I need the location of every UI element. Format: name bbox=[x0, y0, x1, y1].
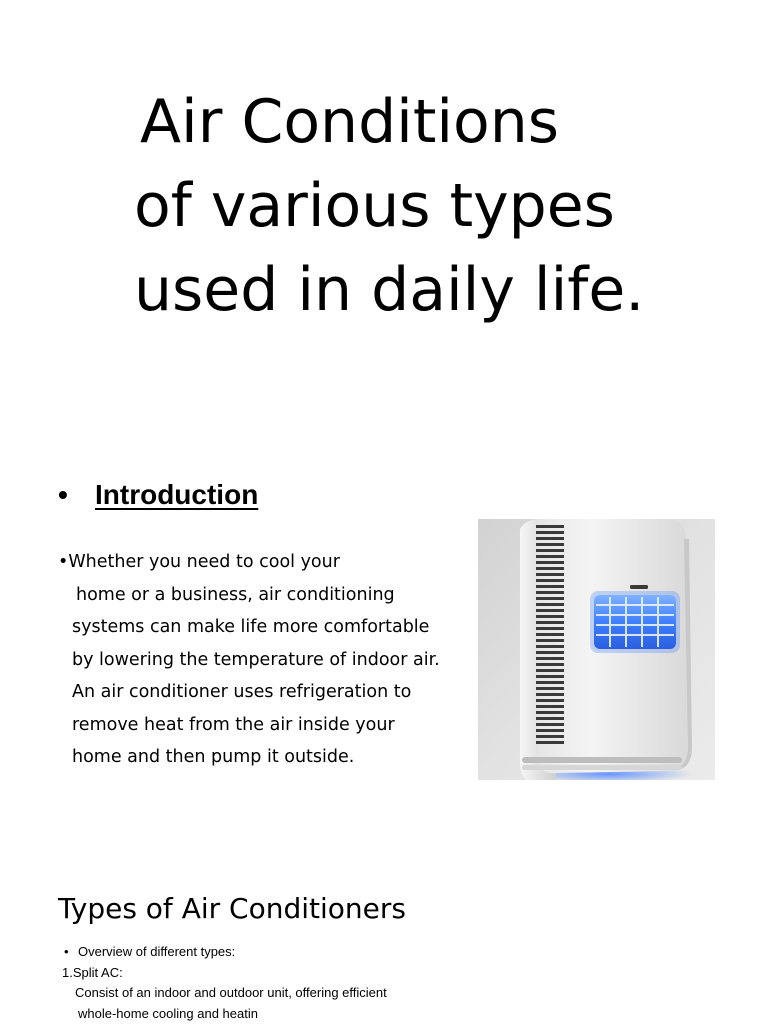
bullet-icon: • bbox=[58, 479, 68, 510]
page-title bbox=[0, 80, 768, 332]
overview-item bbox=[58, 942, 387, 963]
vent-slats bbox=[536, 525, 564, 744]
intro-line-7: home and then pump it outside. bbox=[72, 747, 355, 767]
introduction-heading bbox=[58, 476, 258, 514]
split-ac-description-line-1: Consist of an indoor and outdoor unit, offering efficient bbox=[75, 985, 387, 1000]
intro-line-1 bbox=[58, 546, 478, 579]
wall-mounted-air-conditioner-image bbox=[478, 519, 715, 780]
title-line-1: Air Conditions bbox=[140, 87, 560, 157]
title-line-2: of various types bbox=[134, 171, 615, 241]
split-ac-title: 1.Split AC: bbox=[62, 964, 123, 980]
intro-line-5: An air conditioner uses refrigeration to bbox=[72, 682, 412, 702]
intro-line-1-text: Whether you need to cool your bbox=[68, 552, 340, 572]
types-list bbox=[58, 942, 387, 1024]
title-line-3: used in daily life. bbox=[134, 255, 645, 325]
introduction-heading-label: Introduction bbox=[95, 479, 259, 510]
intro-line-2: home or a business, air conditioning bbox=[76, 584, 395, 605]
introduction-paragraph bbox=[58, 546, 478, 774]
bullet-icon: • bbox=[58, 552, 69, 572]
blue-panel-glow bbox=[594, 595, 676, 649]
split-ac-description-line-2: whole-home cooling and heatin bbox=[78, 1005, 258, 1021]
bullet-icon: • bbox=[64, 944, 69, 959]
overview-text: Overview of different types: bbox=[78, 944, 236, 959]
intro-line-4: by lowering the temperature of indoor air. bbox=[72, 649, 440, 670]
types-of-air-conditioners-heading: Types of Air Conditioners bbox=[58, 892, 406, 925]
air-conditioner-illustration bbox=[478, 519, 715, 780]
intro-line-6: remove heat from the air inside your bbox=[72, 714, 395, 735]
intro-line-3: systems can make life more comfortable bbox=[72, 617, 430, 637]
